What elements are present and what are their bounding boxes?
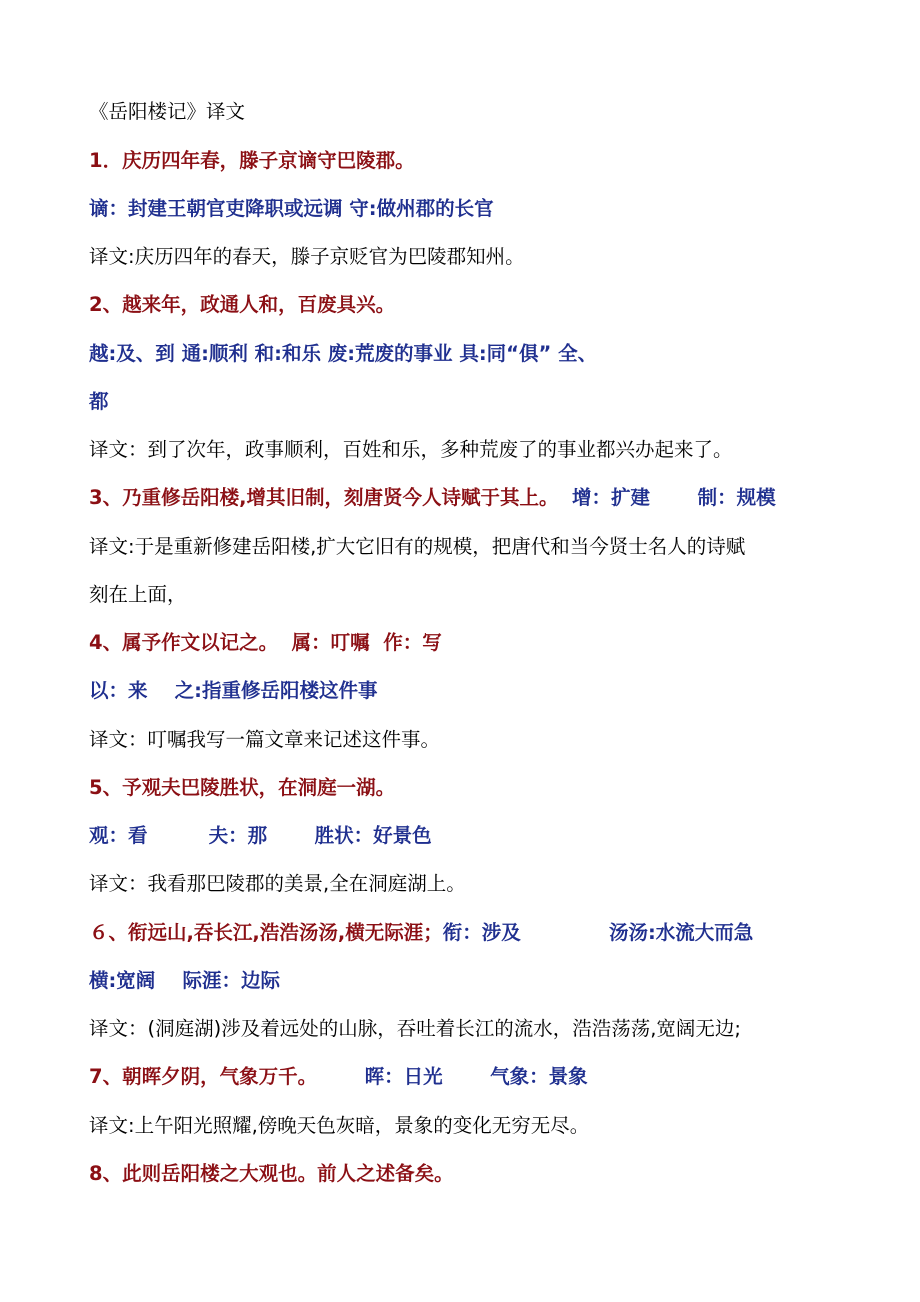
notes-5: 观：看 夫：那 胜状：好景色 — [89, 824, 432, 847]
sentence-6-row — [89, 918, 880, 948]
translation-4: 译文：叮嘱我写一篇文章来记述这件事。 — [89, 728, 441, 751]
sentence-3-row — [89, 483, 880, 513]
sentence-5: 5、予观夫巴陵胜状，在洞庭一湖。 — [89, 776, 396, 799]
translation-7: 译文:上午阳光照耀,傍晚天色灰暗，景象的变化无穷无尽。 — [89, 1114, 590, 1137]
sentence-2: 2、越来年，政通人和，百废具兴。 — [89, 293, 396, 316]
translation-3: 译文:于是重新修建岳阳楼,扩大它旧有的规模，把唐代和当今贤士名人的诗赋 — [89, 535, 746, 558]
translation-3-continued: 刻在上面， — [89, 583, 187, 606]
translation-1: 译文:庆历四年的春天，滕子京贬官为巴陵郡知州。 — [89, 245, 525, 268]
translation-5: 译文：我看那巴陵郡的美景,全在洞庭湖上。 — [89, 872, 466, 895]
document-title: 《岳阳楼记》译文 — [89, 100, 246, 123]
sentence-1: 1．庆历四年春，滕子京谪守巴陵郡。 — [89, 149, 415, 172]
notes-4: 以：来 之:指重修岳阳楼这件事 — [89, 679, 378, 702]
notes-6: 横:宽阔 际涯：边际 — [89, 969, 280, 992]
sentence-4: 4、属予作文以记之。 — [89, 631, 279, 654]
translation-2: 译文：到了次年，政事顺利，百姓和乐，多种荒废了的事业都兴办起来了。 — [89, 438, 733, 461]
notes-4-inline: 属：叮嘱 作：写 — [278, 631, 442, 654]
translation-6: 译文：(洞庭湖)涉及着远处的山脉，吞吐着长江的流水，浩浩荡荡,宽阔无边; — [89, 1017, 741, 1040]
sentence-8: 8、此则岳阳楼之大观也。前人之述备矣。 — [89, 1162, 454, 1185]
sentence-7-row — [89, 1062, 880, 1092]
notes-2: 越:及、到 通:顺利 和:和乐 废:荒废的事业 具:同“俱” 全、 — [89, 342, 598, 365]
notes-6-inline: 衔：涉及 汤汤:水流大而急 — [442, 921, 754, 944]
notes-1: 谪：封建王朝官吏降职或远调 守:做州郡的长官 — [89, 197, 494, 220]
sentence-6: ６、衔远山,吞长江,浩浩汤汤,横无际涯； — [89, 921, 443, 944]
notes-2-continued: 都 — [89, 390, 109, 413]
sentence-7: 7、朝晖夕阴，气象万千。 — [89, 1065, 318, 1088]
notes-7-inline: 晖：日光 气象：景象 — [317, 1065, 588, 1088]
sentence-4-row — [89, 628, 880, 658]
sentence-3: 3、乃重修岳阳楼,增其旧制，刻唐贤今人诗赋于其上。 — [89, 486, 559, 509]
notes-3-inline: 增：扩建 制：规模 — [558, 486, 776, 509]
